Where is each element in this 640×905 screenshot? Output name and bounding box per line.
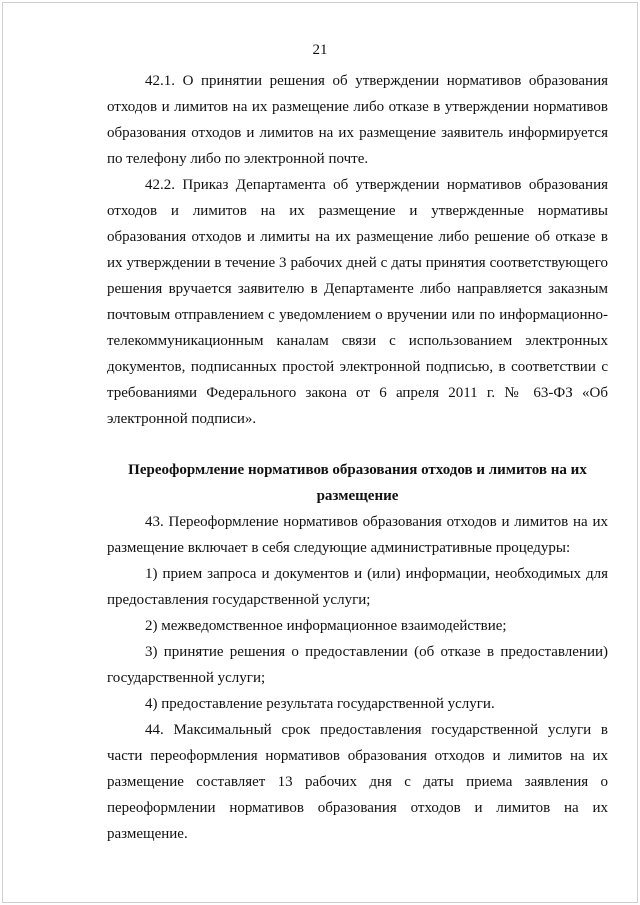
paragraph-43: 43. Переоформление нормативов образования отходов и лимитов на их размещение включает в себя следующие административные процедуры: (107, 514, 608, 556)
paragraph-43-2: 2) межведомственное информационное взаимодействие; (145, 618, 507, 634)
paragraph-43-3: 3) принятие решения о предоставлении (об отказе в предоставлении) государственной услуги; (107, 644, 608, 686)
paragraph-43-4: 4) предоставление результата государственной услуги. (145, 696, 495, 712)
section-block (107, 457, 608, 847)
section-heading: Переоформление нормативов образования отходов и лимитов на их размещение (128, 462, 587, 504)
paragraph-42-1: 42.1. О принятии решения об утверждении нормативов образования отходов и лимитов на их размещение либо отказе в утверждении нормативов образования отходов и лимитов на их размещение заявитель информируется по телефону либо по электронной почте. (107, 73, 608, 167)
page-number: 21 (312, 42, 328, 58)
paragraph-43-1: 1) прием запроса и документов и (или) информации, необходимых для предоставления государственной услуги; (107, 566, 608, 608)
text-column (107, 68, 608, 432)
paragraph-44: 44. Максимальный срок предоставления государственной услуги в части переоформления нормативов образования отходов и лимитов на их размещение составляет 13 рабочих дня с даты приема заявления о переоформлении нормативов образования отходов и лимитов на их размещение. (107, 722, 608, 842)
paragraph-42-2: 42.2. Приказ Департамента об утверждении нормативов образования отходов и лимитов на их размещение и утвержденные нормативы образования отходов и лимиты на их размещение либо решение об отказе в их утверждении в течение 3 рабочих дней с даты принятия соответствующего решения вручается заявителю в Департаменте либо направляется заказным почтовым отправлением с уведомлением о вручении или по информационно-телекоммуникационным каналам связи с использованием электронных документов, подписанных простой электронной подписью, в соответствии с требованиями Федерального закона от 6 апреля 2011 г. № 63-ФЗ «Об электронной подписи». (107, 177, 608, 427)
